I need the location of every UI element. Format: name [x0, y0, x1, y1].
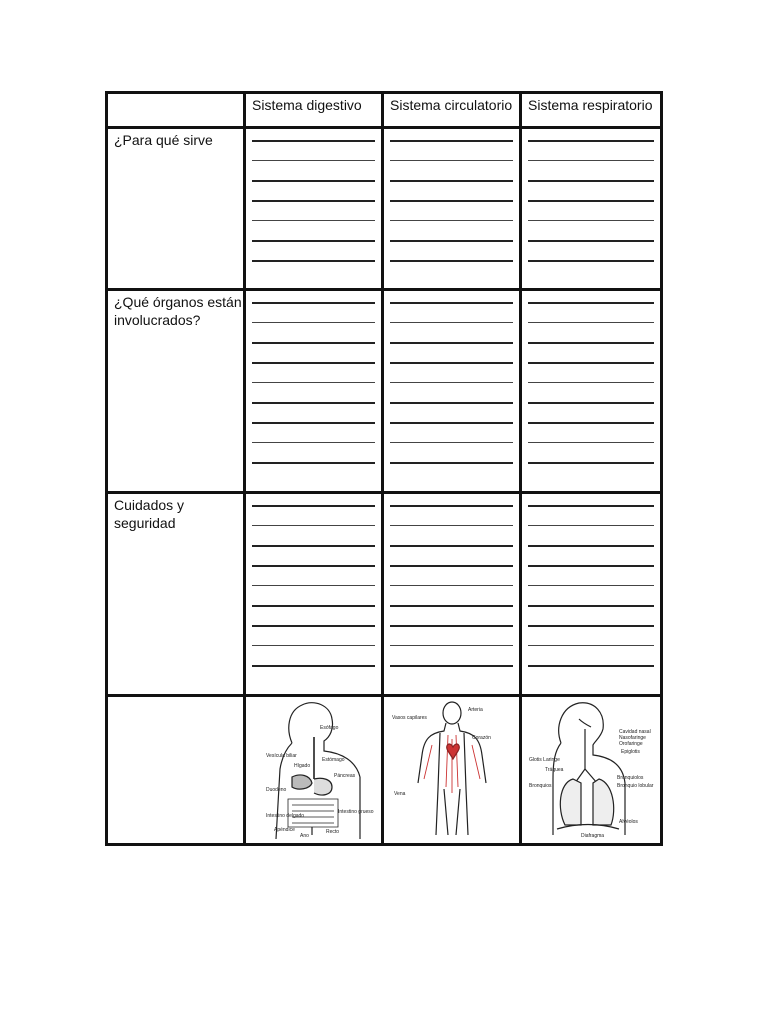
worksheet-table	[105, 91, 663, 846]
writing-line	[252, 140, 375, 142]
digestive-system-illustration	[252, 699, 376, 839]
diagram-label: Intestino delgado	[265, 813, 304, 819]
writing-line	[252, 160, 375, 161]
writing-line	[252, 302, 375, 304]
image-cell-digestive	[245, 696, 383, 845]
writing-line	[390, 625, 513, 627]
writing-line	[390, 240, 513, 242]
writing-line	[390, 505, 513, 507]
row-label-organs: ¿Qué órganos están involucrados?	[114, 294, 242, 328]
writing-line	[390, 545, 513, 547]
writing-line	[528, 442, 654, 443]
writing-line	[528, 625, 654, 627]
writing-lines[interactable]	[522, 494, 660, 667]
header-digestive: Sistema digestivo	[252, 97, 362, 113]
writing-line	[252, 505, 375, 507]
diagram-label: Diafragma	[581, 833, 605, 839]
header-circulatory: Sistema circulatorio	[390, 97, 513, 113]
header-row	[107, 93, 662, 128]
writing-line	[390, 342, 513, 344]
writing-line	[252, 402, 375, 404]
writing-line	[528, 302, 654, 304]
writing-line	[390, 382, 513, 383]
writing-line	[390, 442, 513, 443]
writing-line	[390, 180, 513, 182]
diagram-label: Bronquio lobular	[617, 783, 654, 789]
writing-line	[528, 382, 654, 383]
writing-line	[528, 665, 654, 667]
writing-line	[252, 260, 375, 262]
diagram-label: Duodeno	[265, 787, 286, 793]
image-row-label-cell	[107, 696, 245, 845]
answer-cell-digestive[interactable]	[245, 290, 383, 493]
writing-line	[528, 362, 654, 364]
diagram-label: Estómago	[321, 757, 345, 763]
writing-line	[252, 605, 375, 607]
writing-line	[252, 362, 375, 364]
diagram-label: Bronquiolos	[617, 775, 644, 781]
writing-line	[252, 665, 375, 667]
header-cell-circulatory	[383, 93, 521, 128]
diagram-label: Páncreas	[333, 773, 355, 779]
respiratory-system-illustration	[527, 699, 655, 839]
writing-line	[252, 625, 375, 627]
writing-line	[528, 140, 654, 142]
writing-lines[interactable]	[522, 129, 660, 262]
diagram-label: Ano	[299, 833, 309, 839]
writing-line	[528, 220, 654, 221]
writing-line	[390, 200, 513, 202]
diagram-label: Apéndice	[273, 827, 295, 833]
header-respiratory: Sistema respiratorio	[528, 97, 653, 113]
row-label-purpose: ¿Para qué sirve	[114, 132, 213, 148]
writing-line	[528, 505, 654, 507]
writing-line	[528, 180, 654, 182]
writing-line	[390, 665, 513, 667]
writing-line	[390, 362, 513, 364]
header-corner	[108, 94, 243, 97]
answer-cell-respiratory[interactable]	[521, 290, 662, 493]
writing-lines[interactable]	[246, 129, 381, 262]
writing-line	[390, 160, 513, 161]
writing-line	[528, 605, 654, 607]
row-purpose	[107, 128, 662, 290]
writing-lines[interactable]	[246, 291, 381, 464]
diagram-label: Nasofaringe	[619, 735, 646, 741]
answer-cell-respiratory[interactable]	[521, 128, 662, 290]
answer-cell-circulatory[interactable]	[383, 128, 521, 290]
diagram-label: Vesícula biliar	[265, 753, 297, 759]
writing-line	[390, 585, 513, 586]
writing-line	[390, 302, 513, 304]
diagram-label: Arteria	[467, 707, 483, 713]
writing-line	[528, 200, 654, 202]
writing-line	[390, 525, 513, 526]
writing-line	[528, 160, 654, 161]
writing-line	[390, 260, 513, 262]
diagram-label: Corazón	[471, 735, 491, 741]
writing-line	[252, 240, 375, 242]
diagram-label: Orofaringe	[619, 741, 643, 747]
writing-line	[528, 342, 654, 344]
circulatory-system-illustration	[390, 699, 514, 839]
writing-line	[528, 462, 654, 464]
writing-line	[252, 322, 375, 323]
writing-line	[528, 565, 654, 567]
writing-lines[interactable]	[384, 129, 519, 262]
writing-line	[528, 322, 654, 323]
row-label-cell	[107, 493, 245, 696]
writing-line	[390, 645, 513, 646]
writing-lines[interactable]	[522, 291, 660, 464]
diagram-label: Intestino grueso	[337, 809, 374, 815]
writing-line	[528, 525, 654, 526]
diagram-label: Alvéolos	[619, 819, 638, 825]
writing-lines[interactable]	[384, 494, 519, 667]
writing-line	[252, 422, 375, 424]
writing-line	[252, 200, 375, 202]
writing-line	[390, 402, 513, 404]
writing-line	[252, 442, 375, 443]
image-cell-respiratory	[521, 696, 662, 845]
header-cell-digestive	[245, 93, 383, 128]
writing-lines[interactable]	[246, 494, 381, 667]
header-cell-respiratory	[521, 93, 662, 128]
writing-line	[390, 322, 513, 323]
diagram-label: Recto	[325, 829, 339, 835]
diagram-label: Glotis Laringe	[529, 757, 560, 763]
writing-line	[390, 220, 513, 221]
diagram-label: Esófago	[319, 725, 338, 731]
answer-cell-digestive[interactable]	[245, 493, 383, 696]
header-corner-cell	[107, 93, 245, 128]
writing-line	[528, 402, 654, 404]
diagram-label: Epiglotis	[621, 749, 640, 755]
writing-line	[390, 565, 513, 567]
diagram-label: Vasos capilares	[391, 715, 427, 721]
diagram-label: Tráquea	[545, 767, 564, 773]
row-label-care: Cuidados y seguridad	[114, 497, 185, 531]
writing-line	[252, 565, 375, 567]
writing-line	[252, 220, 375, 221]
diagram-label: Hígado	[293, 763, 310, 769]
writing-line	[252, 545, 375, 547]
writing-line	[528, 422, 654, 424]
writing-line	[528, 260, 654, 262]
writing-line	[528, 240, 654, 242]
answer-cell-circulatory[interactable]	[383, 493, 521, 696]
image-cell-circulatory	[383, 696, 521, 845]
writing-line	[252, 382, 375, 383]
row-care	[107, 493, 662, 696]
writing-lines[interactable]	[384, 291, 519, 464]
writing-line	[528, 545, 654, 547]
row-label-cell	[107, 128, 245, 290]
writing-line	[252, 180, 375, 182]
writing-line	[528, 585, 654, 586]
writing-line	[390, 422, 513, 424]
answer-cell-digestive[interactable]	[245, 128, 383, 290]
row-images	[107, 696, 662, 845]
writing-line	[252, 525, 375, 526]
writing-line	[390, 462, 513, 464]
diagram-label: Bronquios	[529, 783, 552, 789]
answer-cell-circulatory[interactable]	[383, 290, 521, 493]
writing-line	[390, 140, 513, 142]
diagram-label: Vena	[393, 791, 405, 797]
row-organs	[107, 290, 662, 493]
writing-line	[390, 605, 513, 607]
row-label-cell	[107, 290, 245, 493]
writing-line	[252, 585, 375, 586]
diagram-label: Cavidad nasal	[619, 729, 651, 735]
writing-line	[528, 645, 654, 646]
writing-line	[252, 342, 375, 344]
writing-line	[252, 645, 375, 646]
writing-line	[252, 462, 375, 464]
answer-cell-respiratory[interactable]	[521, 493, 662, 696]
